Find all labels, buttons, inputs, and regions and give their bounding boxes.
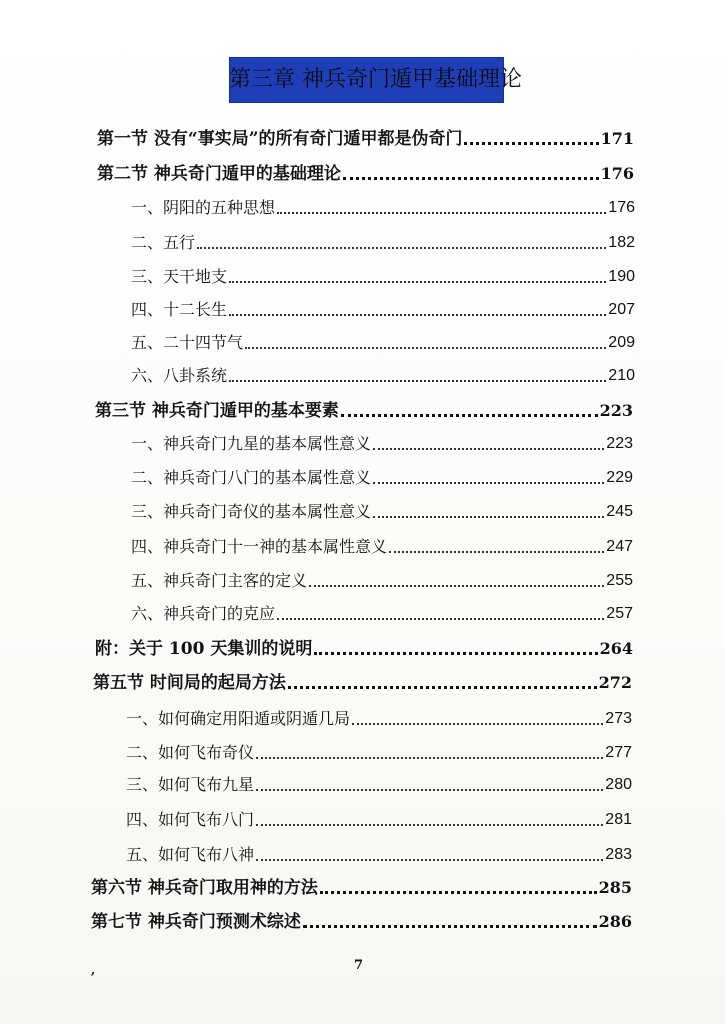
toc-entry-page: 245 <box>606 503 633 520</box>
toc-entry-page: 176 <box>600 164 634 183</box>
dot-leader <box>314 637 597 661</box>
toc-entry-page: 272 <box>598 673 632 692</box>
toc-entry-label: 二、神兵奇门八门的基本属性意义 <box>131 468 372 487</box>
dot-leader <box>309 569 604 593</box>
toc-entry-label: 五、二十四节气 <box>131 333 244 352</box>
toc-entry-label: 六、神兵奇门的克应 <box>131 604 276 623</box>
toc-entry <box>131 292 635 322</box>
toc-entry-label: 五、如何飞布八神 <box>126 845 255 864</box>
toc-entry-label: 二、五行 <box>131 233 196 252</box>
toc-entry-label: 附：关于 100 天集训的说明 <box>95 639 313 659</box>
toc-entry-page: 223 <box>606 435 633 452</box>
toc-entry <box>97 121 634 151</box>
dot-leader <box>277 602 604 626</box>
toc-entry-label: 三、如何飞布九星 <box>126 775 255 794</box>
dot-leader <box>245 331 606 355</box>
dot-leader <box>229 265 606 289</box>
toc-entry <box>97 156 634 186</box>
toc-entry-label: 第二节 神兵奇门遁甲的基础理论 <box>97 164 341 184</box>
toc-entry-label: 三、天干地支 <box>131 267 228 286</box>
toc-entry-page: 286 <box>598 912 632 931</box>
dot-leader <box>288 671 597 695</box>
footer-mark: , <box>91 963 96 977</box>
toc-entry <box>131 494 633 524</box>
toc-entry-label: 四、神兵奇门十一神的基本属性意义 <box>131 537 388 556</box>
toc-entry-label: 四、十二长生 <box>131 300 228 319</box>
toc-entry-page: 277 <box>605 744 632 761</box>
toc-entry-label: 三、神兵奇门奇仪的基本属性意义 <box>131 502 372 521</box>
dot-leader <box>464 127 598 151</box>
toc-entry-page: 273 <box>605 710 632 727</box>
toc-entry-label: 六、八卦系统 <box>131 366 228 385</box>
toc-entry <box>126 802 632 832</box>
toc-entry-page: 207 <box>608 301 635 318</box>
toc-entry <box>131 460 633 490</box>
toc-entry <box>131 259 635 289</box>
toc-entry-page: 247 <box>606 538 633 555</box>
toc-entry <box>131 358 635 388</box>
chapter-title: 第三章 神兵奇门遁甲基础理论 <box>229 57 504 103</box>
toc-entry-label: 第五节 时间局的起局方法 <box>93 673 286 693</box>
page-number: 7 <box>354 958 364 973</box>
toc-entry <box>91 904 632 934</box>
toc-entry <box>93 665 632 695</box>
toc-entry-label: 一、神兵奇门九星的基本属性意义 <box>131 434 372 453</box>
toc-entry-page: 209 <box>608 334 635 351</box>
toc-entry-page: 285 <box>598 878 632 897</box>
dot-leader <box>320 876 597 900</box>
toc-entry-label: 四、如何飞布八门 <box>126 810 255 829</box>
toc-entry-page: 229 <box>606 469 633 486</box>
toc-entry-page: 257 <box>606 605 633 622</box>
toc-entry <box>126 837 632 867</box>
dot-leader <box>373 432 604 456</box>
dot-leader <box>373 500 604 524</box>
toc-entry-page: 210 <box>608 367 635 384</box>
dot-leader <box>277 196 606 220</box>
dot-leader <box>229 364 606 388</box>
dot-leader <box>343 162 599 186</box>
toc-entry-page: 281 <box>605 811 632 828</box>
toc-entry <box>131 426 633 456</box>
toc-entry-page: 280 <box>605 776 632 793</box>
toc-entry <box>95 393 633 423</box>
toc-entry-label: 二、如何飞布奇仪 <box>126 743 255 762</box>
toc-entry <box>131 563 633 593</box>
toc-entry <box>131 325 635 355</box>
dot-leader <box>352 707 603 731</box>
toc-entry-page: 182 <box>608 234 635 251</box>
toc-entry <box>126 767 632 797</box>
toc-entry-page: 223 <box>599 401 633 420</box>
toc-entry-label: 一、如何确定用阳遁或阴遁几局 <box>126 709 351 728</box>
toc-entry <box>131 596 633 626</box>
toc-entry-label: 第三节 神兵奇门遁甲的基本要素 <box>95 401 339 421</box>
dot-leader <box>229 298 606 322</box>
toc-entry <box>91 870 632 900</box>
toc-entry-label: 第六节 神兵奇门取用神的方法 <box>91 878 318 898</box>
dot-leader <box>256 741 603 765</box>
toc-entry-page: 171 <box>600 129 634 148</box>
toc-entry-label: 一、阴阳的五种思想 <box>131 198 276 217</box>
dot-leader <box>373 466 604 490</box>
toc-entry-label: 五、神兵奇门主客的定义 <box>131 571 308 590</box>
toc-entry-page: 255 <box>606 572 633 589</box>
dot-leader <box>341 399 598 423</box>
toc-entry <box>126 701 632 731</box>
toc-entry-page: 190 <box>608 268 635 285</box>
dot-leader <box>256 808 603 832</box>
toc-entry <box>131 190 635 220</box>
dot-leader <box>256 773 603 797</box>
toc-entry-label: 第一节 没有“事实局”的所有奇门遁甲都是伪奇门 <box>97 129 463 149</box>
toc-entry-page: 283 <box>605 846 632 863</box>
toc-entry <box>126 735 632 765</box>
dot-leader <box>303 910 597 934</box>
toc-entry <box>131 529 633 559</box>
toc-entry-page: 264 <box>599 639 633 658</box>
dot-leader <box>256 843 603 867</box>
dot-leader <box>389 535 604 559</box>
toc-entry-page: 176 <box>608 199 635 216</box>
dot-leader <box>197 231 606 255</box>
toc-entry <box>131 225 635 255</box>
toc-entry-label: 第七节 神兵奇门预测术综述 <box>91 912 301 932</box>
toc-entry <box>95 631 633 661</box>
